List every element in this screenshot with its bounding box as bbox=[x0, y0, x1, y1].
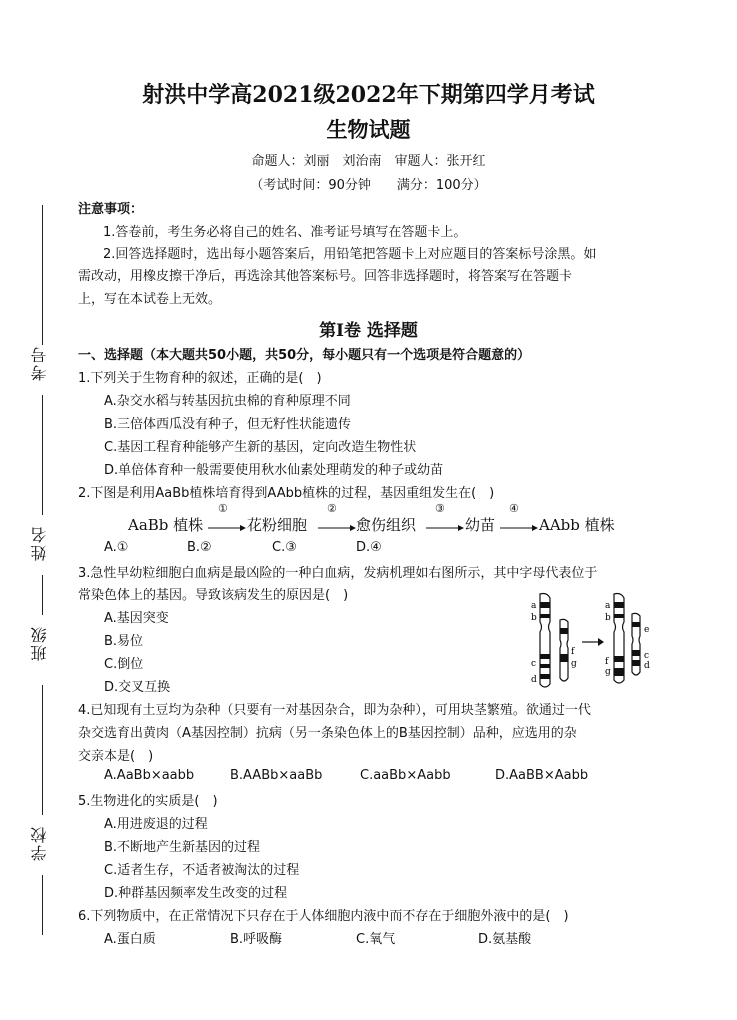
q4-option-b: B.AABb×aaBb bbox=[230, 768, 323, 783]
arrow-icon bbox=[208, 524, 246, 532]
margin-line bbox=[42, 685, 43, 815]
q5-option-c: C.适者生存，不适者被淘汰的过程 bbox=[104, 863, 300, 878]
margin-line bbox=[42, 575, 43, 615]
q6-option-b: B.呼吸酶 bbox=[230, 932, 283, 947]
q3-option-d: D.交叉互换 bbox=[104, 680, 171, 695]
section-title: 第Ⅰ卷 选择题 bbox=[319, 321, 418, 341]
q3-option-a: A.基因突变 bbox=[104, 611, 169, 626]
q2-option-b: B.② bbox=[187, 540, 212, 555]
chromosome-icon bbox=[540, 594, 550, 688]
gene-label: c bbox=[644, 651, 650, 661]
question-4-stem: 交亲本是( ) bbox=[78, 749, 154, 764]
question-4-stem: 杂交选育出黄肉（A基因控制）抗病（另一条染色体上的B基因控制）品种，应选用的杂 bbox=[78, 726, 577, 741]
gene-label: g bbox=[571, 659, 577, 669]
flow-node: 愈伤组织 bbox=[356, 516, 417, 534]
gene-label: f bbox=[571, 647, 575, 657]
section-intro: 一、选择题（本大题共50小题，共50分，每小题只有一个选项是符合题意的） bbox=[78, 348, 531, 363]
gene-label: d bbox=[644, 661, 650, 671]
gene-label: b bbox=[605, 613, 611, 623]
gene-label: d bbox=[531, 675, 537, 685]
flow-node: 花粉细胞 bbox=[247, 516, 308, 534]
question-3-stem: 3.急性早幼粒细胞白血病是最凶险的一种白血病，发病机理如右图所示，其中字母代表位于 bbox=[78, 566, 598, 581]
flow-step: ③ bbox=[435, 502, 445, 515]
question-6-stem: 6.下列物质中，在正常情况下只存在于人体细胞内液中而不存在于细胞外液中的是( ) bbox=[78, 909, 569, 924]
q2-option-d: D.④ bbox=[356, 540, 382, 555]
flow-node: AAbb 植株 bbox=[539, 516, 615, 534]
question-5-stem: 5.生物进化的实质是( ) bbox=[78, 794, 218, 809]
chromosome-icon bbox=[632, 613, 640, 675]
q1-option-d: D.单倍体育种一般需要使用秋水仙素处理萌发的种子或幼苗 bbox=[104, 463, 444, 478]
note-item: 1.答卷前，考生务必将自己的姓名、准考证号填写在答题卡上。 bbox=[103, 225, 467, 240]
q6-option-c: C.氧气 bbox=[356, 932, 396, 947]
q2-option-a: A.① bbox=[104, 540, 129, 555]
exam-title: 射洪中学高2021级2022年下期第四学月考试 bbox=[142, 82, 595, 108]
flow-node: AaBb 植株 bbox=[128, 516, 204, 534]
question-3-stem: 常染色体上的基因。导致该病发生的原因是( ) bbox=[78, 588, 349, 603]
q5-option-d: D.种群基因频率发生改变的过程 bbox=[104, 886, 288, 901]
note-item: 需改动，用橡皮擦干净后，再选涂其他答案标号。回答非选择题时，将答案写在答题卡 bbox=[78, 269, 573, 284]
gene-label: g bbox=[605, 667, 611, 677]
margin-label-class: 班级 bbox=[30, 625, 49, 661]
arrow-icon bbox=[318, 524, 356, 532]
chromosome-translocation-figure bbox=[528, 592, 656, 690]
flow-step: ④ bbox=[509, 502, 519, 515]
margin-line bbox=[42, 875, 43, 935]
q1-option-b: B.三倍体西瓜没有种子，但无籽性状能遗传 bbox=[104, 417, 352, 432]
question-2-stem: 2.下图是利用AaBb植株培育得到AAbb植株的过程，基因重组发生在( ) bbox=[78, 486, 495, 501]
gene-label: e bbox=[644, 625, 650, 635]
margin-label-exam-number: 考号 bbox=[30, 345, 49, 381]
question-1-stem: 1.下列关于生物育种的叙述，正确的是( ) bbox=[78, 371, 322, 386]
arrow-icon bbox=[582, 638, 604, 646]
question-4-stem: 4.已知现有土豆均为杂种（只要有一对基因杂合，即为杂种），可用块茎繁殖。欲通过一代 bbox=[78, 703, 591, 718]
q2-option-c: C.③ bbox=[272, 540, 297, 555]
flow-step: ② bbox=[327, 502, 337, 515]
flow-step: ① bbox=[218, 502, 228, 515]
gene-label: a bbox=[605, 601, 611, 611]
q4-option-a: A.AaBb×aabb bbox=[104, 768, 195, 783]
arrow-icon bbox=[426, 524, 464, 532]
notes-heading: 注意事项： bbox=[78, 202, 144, 217]
margin-label-name: 姓名 bbox=[30, 525, 49, 561]
q6-option-d: D.氨基酸 bbox=[478, 932, 532, 947]
gene-label: b bbox=[531, 613, 537, 623]
gene-label: a bbox=[531, 601, 537, 611]
note-item: 上，写在本试卷上无效。 bbox=[78, 292, 222, 307]
arrow-icon bbox=[500, 524, 538, 532]
margin-label-school: 学校 bbox=[30, 825, 49, 861]
authors-line: 命题人：刘丽 刘治南 审题人：张开红 bbox=[251, 154, 486, 169]
chromosome-icon bbox=[614, 594, 624, 684]
margin-line bbox=[42, 395, 43, 515]
q3-option-b: B.易位 bbox=[104, 634, 144, 649]
flow-node: 幼苗 bbox=[465, 516, 496, 534]
breeding-flow-diagram bbox=[128, 502, 628, 540]
q5-option-b: B.不断地产生新基因的过程 bbox=[104, 840, 261, 855]
subject-title: 生物试题 bbox=[326, 117, 411, 142]
q4-option-c: C.aaBb×Aabb bbox=[360, 768, 451, 783]
q4-option-d: D.AaBB×Aabb bbox=[495, 768, 589, 783]
chromosome-icon bbox=[560, 619, 568, 681]
q5-option-a: A.用进废退的过程 bbox=[104, 817, 208, 832]
q6-option-a: A.蛋白质 bbox=[104, 932, 156, 947]
q3-option-c: C.倒位 bbox=[104, 657, 144, 672]
q1-option-c: C.基因工程育种能够产生新的基因，定向改造生物性状 bbox=[104, 440, 417, 455]
time-score-line: （考试时间：90分钟 满分：100分） bbox=[250, 178, 487, 193]
q1-option-a: A.杂交水稻与转基因抗虫棉的育种原理不同 bbox=[104, 394, 351, 409]
gene-label: f bbox=[605, 657, 609, 667]
note-item: 2.回答选择题时，选出每小题答案后，用铅笔把答题卡上对应题目的答案标号涂黑。如 bbox=[103, 247, 597, 262]
gene-label: c bbox=[531, 659, 537, 669]
